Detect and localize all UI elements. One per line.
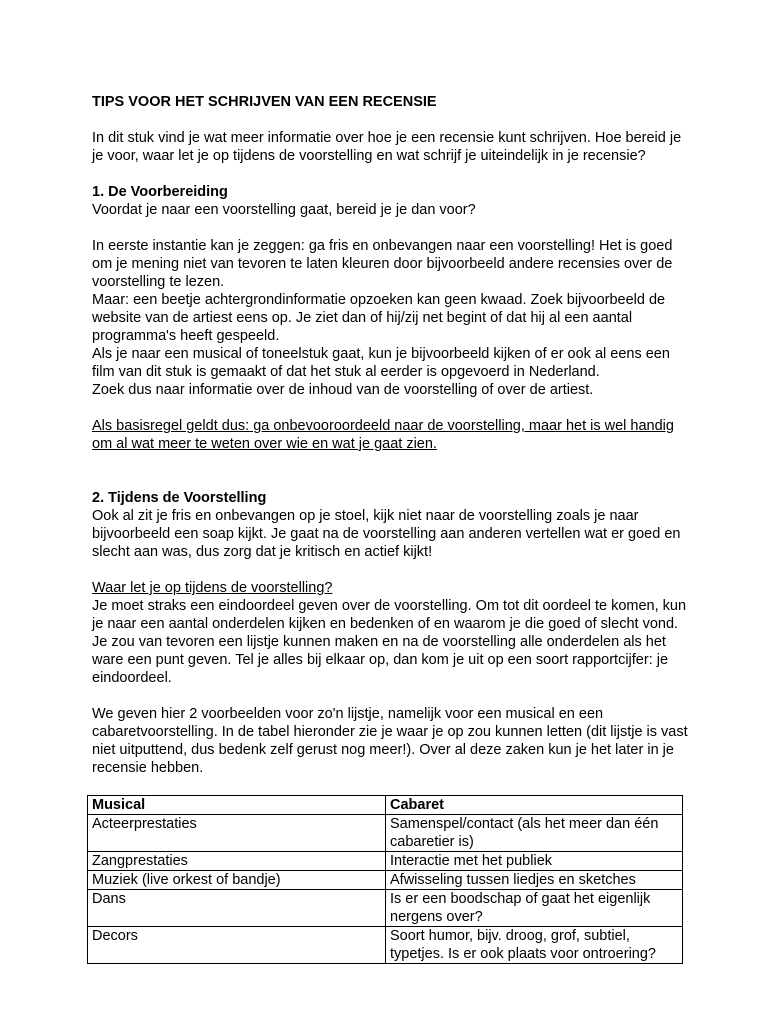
page-title: TIPS VOOR HET SCHRIJVEN VAN EEN RECENSIE	[92, 94, 437, 110]
section2-paragraph-1: Ook al zit je fris en onbevangen op je stoel, kijk niet naar de voorstelling zoals je naar bijvoorbeeld een soap kijkt. Je gaat na de voorstelling aan anderen vertellen wat er goed en slecht aan was, dus zorg dat je kritisch en actief kijkt!	[92, 508, 681, 560]
table-row	[88, 871, 683, 890]
section1-paragraph-1: In eerste instantie kan je zeggen: ga fris en onbevangen naar een voorstelling! Het is goed om je mening niet van tevoren te laten kleuren door bijvoorbeeld andere recensies over de voorstelling te lezen.	[92, 238, 673, 290]
section1-paragraph-4: Zoek dus naar informatie over de inhoud van de voorstelling of over de artiest.	[92, 382, 594, 398]
table-cell: Afwisseling tussen liedjes en sketches	[386, 871, 683, 890]
table-row	[88, 815, 683, 852]
section1-paragraph-2: Maar: een beetje achtergrondinformatie opzoeken kan geen kwaad. Zoek bijvoorbeeld de website van de artiest eens op. Je ziet dan of hij/zij net begint of dat hij al een aantal programma's heeft gespeeld.	[92, 292, 666, 344]
table-row	[88, 927, 683, 964]
table-cell: Interactie met het publiek	[386, 852, 683, 871]
table-cell: Soort humor, bijv. droog, grof, subtiel, typetjes. Is er ook plaats voor ontroering?	[386, 927, 683, 964]
section1-question: Voordat je naar een voorstelling gaat, bereid je je dan voor?	[92, 202, 476, 218]
section1-heading: 1. De Voorbereiding	[92, 184, 228, 200]
table-cell: Dans	[88, 890, 386, 927]
table-header-cabaret: Cabaret	[386, 796, 683, 815]
table-cell: Zangprestaties	[88, 852, 386, 871]
section1-rule: Als basisregel geldt dus: ga onbevooroordeeld naar de voorstelling, maar het is wel handig om al wat meer te weten over wie en wat je gaat zien.	[92, 418, 674, 452]
section2-subheading: Waar let je op tijdens de voorstelling?	[92, 580, 333, 596]
table-cell: Is er een boodschap of gaat het eigenlijk nergens over?	[386, 890, 683, 927]
section2-heading: 2. Tijdens de Voorstelling	[92, 490, 267, 506]
intro-paragraph: In dit stuk vind je wat meer informatie over hoe je een recensie kunt schrijven. Hoe bereid je je voor, waar let je op tijdens de voorstelling en wat schrijf je uiteindelijk in je recensie?	[92, 130, 682, 164]
section1-paragraph-3: Als je naar een musical of toneelstuk gaat, kun je bijvoorbeeld kijken of er ook al eens een film van dit stuk is gemaakt of dat het stuk al eerder is opgevoerd in Nederland.	[92, 346, 670, 380]
table-row	[88, 890, 683, 927]
comparison-table	[87, 795, 683, 964]
table-cell: Muziek (live orkest of bandje)	[88, 871, 386, 890]
table-header-musical: Musical	[88, 796, 386, 815]
table-cell: Acteerprestaties	[88, 815, 386, 852]
table-cell: Samenspel/contact (als het meer dan één cabaretier is)	[386, 815, 683, 852]
table-cell: Decors	[88, 927, 386, 964]
section2-paragraph-2: Je moet straks een eindoordeel geven over de voorstelling. Om tot dit oordeel te komen, kun je naar een aantal onderdelen kijken en bedenken of en waarom je die goed of slecht vond. Je zou van tevoren een lijstje kunnen maken en na de voorstelling alle onderdelen als het ware een punt geven. Tel je alles bij elkaar op, dan kom je uit op een soort rapportcijfer: je eindoordeel.	[92, 598, 687, 686]
table-row	[88, 852, 683, 871]
table-header-row	[88, 796, 683, 815]
document-body	[92, 93, 692, 964]
section2-paragraph-3: We geven hier 2 voorbeelden voor zo'n lijstje, namelijk voor een musical en een cabaretvoorstelling. In de tabel hieronder zie je waar je op zou kunnen letten (dit lijstje is vast niet uitputtend, dus bedenk zelf gerust nog meer!). Over al deze zaken kun je het later in je recensie hebben.	[92, 706, 688, 776]
